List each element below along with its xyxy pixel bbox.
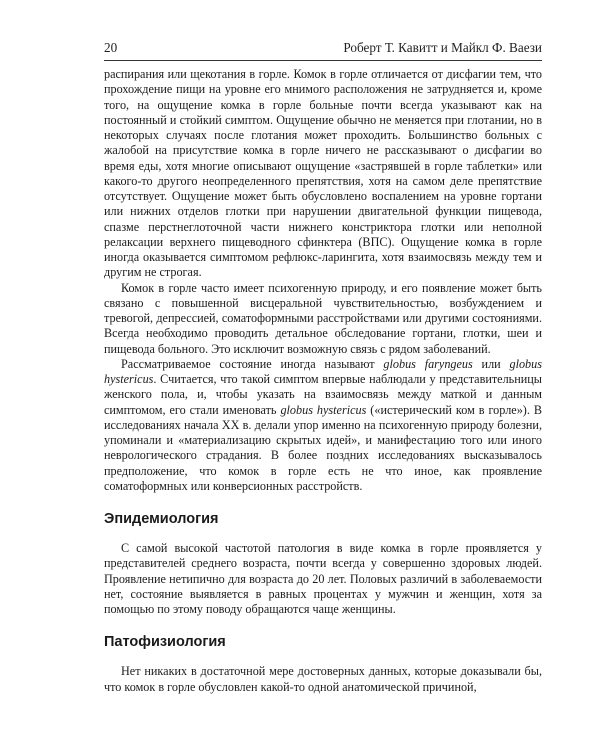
paragraph-pathophysiology: Нет никаких в достаточной мере достоверных данных, которые доказывали бы, что комок в горле обусловлен какой-то одной анатомической причиной,: [104, 664, 542, 694]
paragraph-psychogenic: Комок в горле часто имеет психогенную природу, и его появление может быть связано с повышенной висцеральной чувствительностью, возбуждением и тревогой, депрессией, соматоформными расстройствами или другими состояниями. Всегда необходимо проводить детальное обследование гортани, глотки, шеи и пищевода больного. Это исключит возможную связь с рядом заболеваний.: [104, 280, 542, 356]
running-title: Роберт Т. Кавитт и Майкл Ф. Ваези: [343, 40, 542, 55]
paragraph-epidemiology: С самой высокой частотой патология в виде комка в горле проявляется у представителей среднего возраста, почти всегда у совершенно здоровых людей. Проявление нетипично для возраста до 20 лет. Половых различий в заболеваемости нет, состояние выявляется в равных процентах у мужчин и женщин, хотя за помощью по этому поводу обращаются чаще женщины.: [104, 541, 542, 616]
heading-epidemiology: Эпидемиология: [104, 511, 219, 527]
term-globus-hystericus-2: globus hystericus: [280, 402, 367, 417]
heading-pathophysiology: Патофизиология: [104, 634, 226, 651]
term-globus-hystericus: globus hystericus: [104, 356, 542, 386]
paragraph-globus-terms: Рассматриваемое состояние иногда называют globus faryngeus или globus hystericus. Считается, что такой симптом впервые наблюдали у представительницы женского пола, и, чтобы указать на взаимосвязь между маткой и данным симптомом, его стали именовать globus hystericus («истерический ком в горле»). В исследованиях начала XX в. делали упор именно на психогенную природу болезни, упоминали и «материализацию скрытых идей», и манифестацию того или иного неврологического страдания. В более поздних исследованиях высказывалось предположение, что комок в горле есть не что иное, как проявление соматоформных или конверсионных расстройств.: [104, 356, 542, 493]
term-globus-faryngeus: globus faryngeus: [383, 356, 473, 371]
page-number: 20: [104, 40, 118, 55]
page-body: [104, 67, 542, 695]
paragraph-continued: распирания или щекотания в горле. Комок в горле отличается от дисфагии тем, что прохождение пищи на уровне его мнимого расположения не затрудняется и, кроме того, на ощущение комка в горле больные почти всегда указывают как на постоянный и стойкий симптом. Ощущение обычно не меняется при глотании, но в некоторых случаях после глотания может проходить. Большинство больных с жалобой на присутствие комка в горле ничего не рассказывают о дисфагии во время еды, хотя многие описывают ощущение «застрявшей в горле таблетки» или какого-то другого неопределенного препятствия, хотя на самом деле препятствие отсутствует. Ощущение может быть обусловлено воспалением на уровне гортани или нижних отделов глотки при нарушении двигательной функции пищевода, спазме перстнеглоточной части нижнего констриктора глотки или неполной релаксации верхнего пищеводного сфинктера (ВПС). Ощущение комка в горле иногда оказывается симптомом рефлюкс-ларингита, хотя взаимосвязь между тем и другим не строгая.: [104, 67, 542, 280]
running-header: [104, 40, 542, 56]
header-rule: [104, 60, 542, 61]
